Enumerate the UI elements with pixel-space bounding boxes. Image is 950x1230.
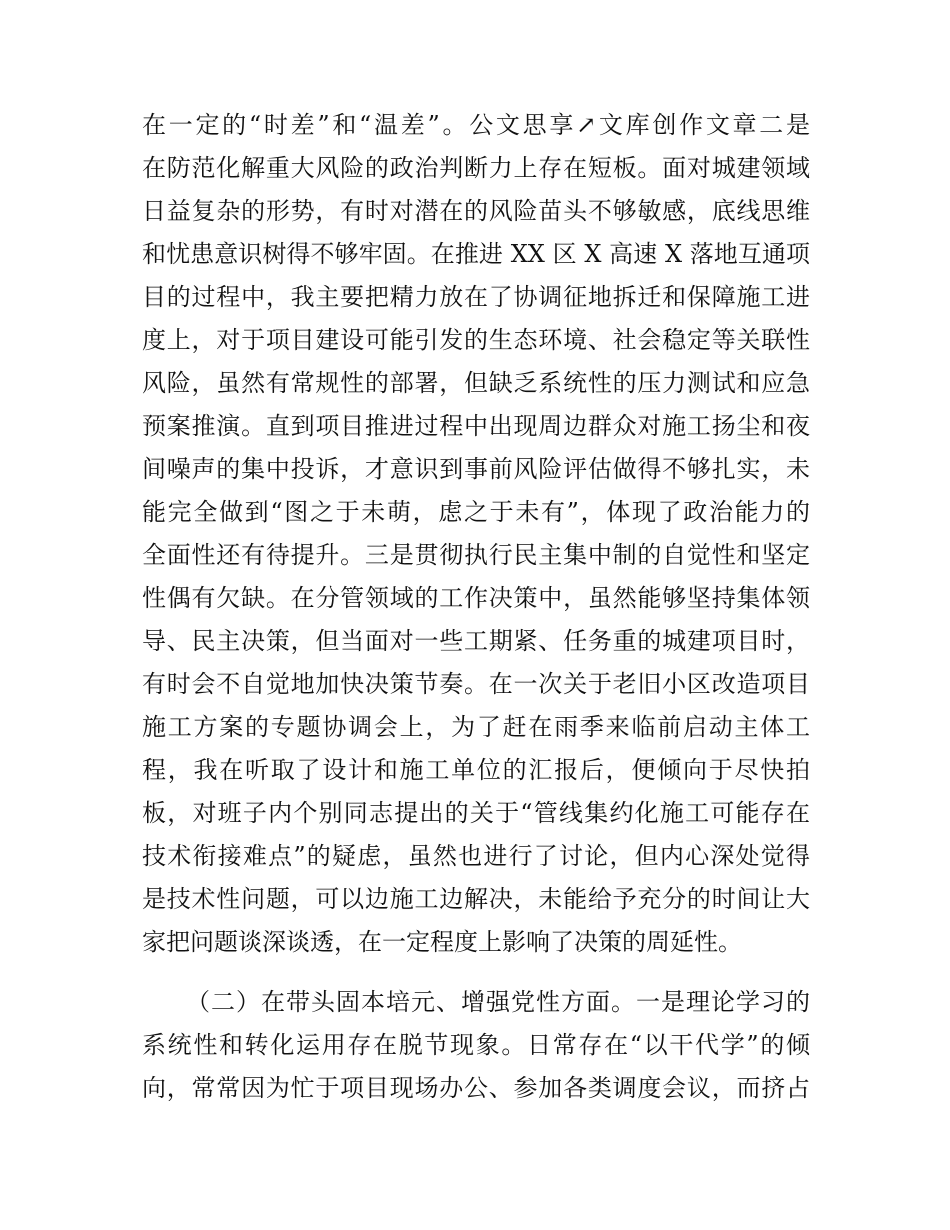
text-line: 性偶有欠缺。在分管领域的工作决策中，虽然能够坚持集体领 <box>142 584 810 612</box>
text-line: 全面性还有待提升。三是贯彻执行民主集中制的自觉性和坚定 <box>142 541 810 569</box>
text-line: 导、民主决策，但当面对一些工期紧、任务重的城建项目时， <box>142 627 810 655</box>
text-line: 系统性和转化运用存在脱节现象。日常存在“以干代学”的倾 <box>142 1031 810 1059</box>
paragraph-2 <box>142 981 810 1110</box>
text-line: 预案推演。直到项目推进过程中出现周边群众对施工扬尘和夜 <box>142 412 810 440</box>
text-line: 程，我在听取了设计和施工单位的汇报后，便倾向于尽快拍 <box>142 756 810 784</box>
text-line: 家把问题谈深谈透，在一定程度上影响了决策的周延性。 <box>142 928 742 956</box>
text-line: 有时会不自觉地加快决策节奏。在一次关于老旧小区改造项目 <box>142 670 810 698</box>
paragraph-1 <box>142 104 810 964</box>
text-line: 间噪声的集中投诉，才意识到事前风险评估做得不够扎实，未 <box>142 455 810 483</box>
text-line: 日益复杂的形势，有时对潜在的风险苗头不够敏感，底线思维 <box>142 197 810 225</box>
text-line: 和忧患意识树得不够牢固。在推进 XX 区 X 高速 X 落地互通项 <box>142 240 810 268</box>
text-line: 在防范化解重大风险的政治判断力上存在短板。面对城建领域 <box>142 154 810 182</box>
text-line: 板，对班子内个别同志提出的关于“管线集约化施工可能存在 <box>142 799 810 827</box>
text-line: 在一定的“时差”和“温差”。公文思享↗文库创作文章二是 <box>142 111 810 139</box>
text-line: 施工方案的专题协调会上，为了赶在雨季来临前启动主体工 <box>142 713 810 741</box>
text-line: 是技术性问题，可以边施工边解决，未能给予充分的时间让大 <box>142 885 810 913</box>
text-line: 风险，虽然有常规性的部署，但缺乏系统性的压力测试和应急 <box>142 369 810 397</box>
text-line: 目的过程中，我主要把精力放在了协调征地拆迁和保障施工进 <box>142 283 810 311</box>
section-heading-line: （二）在带头固本培元、增强党性方面。一是理论学习的 <box>186 988 810 1016</box>
text-line: 技术衔接难点”的疑虑，虽然也进行了讨论，但内心深处觉得 <box>142 842 810 870</box>
paragraph-spacing <box>142 964 810 981</box>
document-body <box>142 104 810 1110</box>
text-line: 能完全做到“图之于未萌，虑之于未有”，体现了政治能力的 <box>142 498 810 526</box>
text-line: 度上，对于项目建设可能引发的生态环境、社会稳定等关联性 <box>142 326 810 354</box>
text-line: 向，常常因为忙于项目现场办公、参加各类调度会议，而挤占 <box>142 1074 810 1102</box>
